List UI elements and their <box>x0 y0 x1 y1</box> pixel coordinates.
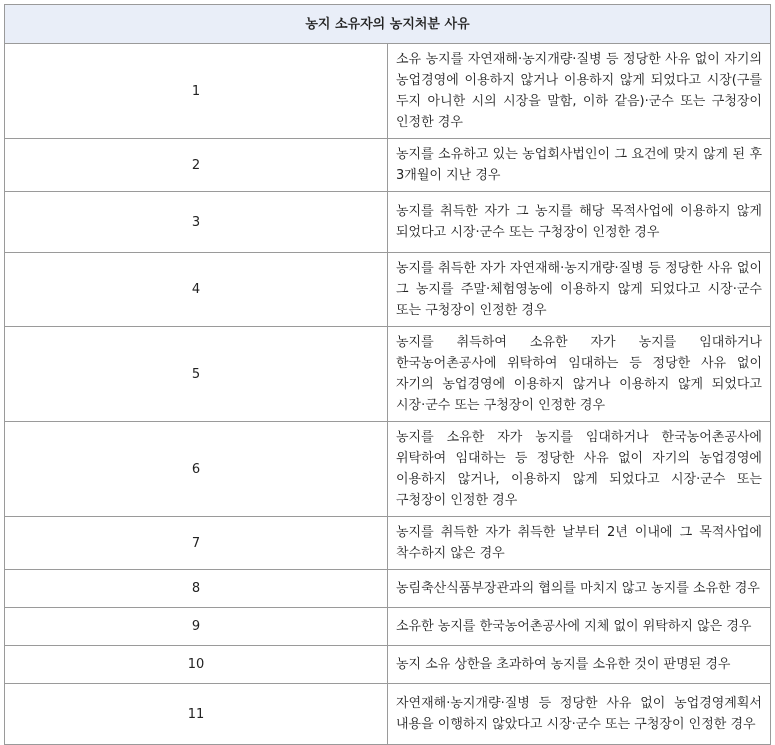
document-container <box>4 4 771 745</box>
row-reason: 농림축산식품부장관과의 협의를 마치지 않고 농지를 소유한 경우 <box>388 570 771 608</box>
row-number: 6 <box>5 422 388 517</box>
row-number: 2 <box>5 139 388 192</box>
row-number: 1 <box>5 44 388 139</box>
row-reason: 농지를 소유한 자가 농지를 임대하거나 한국농어촌공사에 위탁하여 임대하는 등 정당한 사유 없이 자기의 농업경영에 이용하지 않거나, 이용하지 않게 되었다고 시장·군수 또는 구청장이 인정한 경우 <box>388 422 771 517</box>
row-reason: 소유한 농지를 한국농어촌공사에 지체 없이 위탁하지 않은 경우 <box>388 608 771 646</box>
table-row <box>5 570 771 608</box>
table-row <box>5 139 771 192</box>
row-reason: 농지를 취득한 자가 취득한 날부터 2년 이내에 그 목적사업에 착수하지 않은 경우 <box>388 517 771 570</box>
row-reason: 농지를 취득하여 소유한 자가 농지를 임대하거나 한국농어촌공사에 위탁하여 임대하는 등 정당한 사유 없이 자기의 농업경영에 이용하지 않거나 이용하지 않게 되었다고 시장·군수 또는 구청장이 인정한 경우 <box>388 327 771 422</box>
row-number: 10 <box>5 646 388 684</box>
table-row <box>5 192 771 253</box>
row-reason: 농지를 취득한 자가 그 농지를 해당 목적사업에 이용하지 않게 되었다고 시장·군수 또는 구청장이 인정한 경우 <box>388 192 771 253</box>
table-row <box>5 422 771 517</box>
table-header-row <box>5 5 771 44</box>
row-reason: 농지 소유 상한을 초과하여 농지를 소유한 것이 판명된 경우 <box>388 646 771 684</box>
row-number: 7 <box>5 517 388 570</box>
row-reason: 농지를 취득한 자가 자연재해·농지개량·질병 등 정당한 사유 없이 그 농지를 주말·체험영농에 이용하지 않게 되었다고 시장·군수 또는 구청장이 인정한 경우 <box>388 253 771 327</box>
table-row <box>5 608 771 646</box>
table-row <box>5 327 771 422</box>
row-number: 3 <box>5 192 388 253</box>
row-reason: 자연재해·농지개량·질병 등 정당한 사유 없이 농업경영계획서 내용을 이행하지 않았다고 시장·군수 또는 구청장이 인정한 경우 <box>388 684 771 745</box>
table-row <box>5 253 771 327</box>
row-number: 5 <box>5 327 388 422</box>
row-number: 11 <box>5 684 388 745</box>
disposal-reasons-table <box>4 4 771 745</box>
table-row <box>5 44 771 139</box>
row-number: 8 <box>5 570 388 608</box>
row-number: 9 <box>5 608 388 646</box>
table-row <box>5 517 771 570</box>
table-title: 농지 소유자의 농지처분 사유 <box>5 5 771 44</box>
table-row <box>5 646 771 684</box>
row-number: 4 <box>5 253 388 327</box>
row-reason: 소유 농지를 자연재해·농지개량·질병 등 정당한 사유 없이 자기의 농업경영에 이용하지 않거나 이용하지 않게 되었다고 시장(구를 두지 아니한 시의 시장을 말함, 이하 같음)·군수 또는 구청장이 인정한 경우 <box>388 44 771 139</box>
row-reason: 농지를 소유하고 있는 농업회사법인이 그 요건에 맞지 않게 된 후 3개월이 지난 경우 <box>388 139 771 192</box>
table-row <box>5 684 771 745</box>
